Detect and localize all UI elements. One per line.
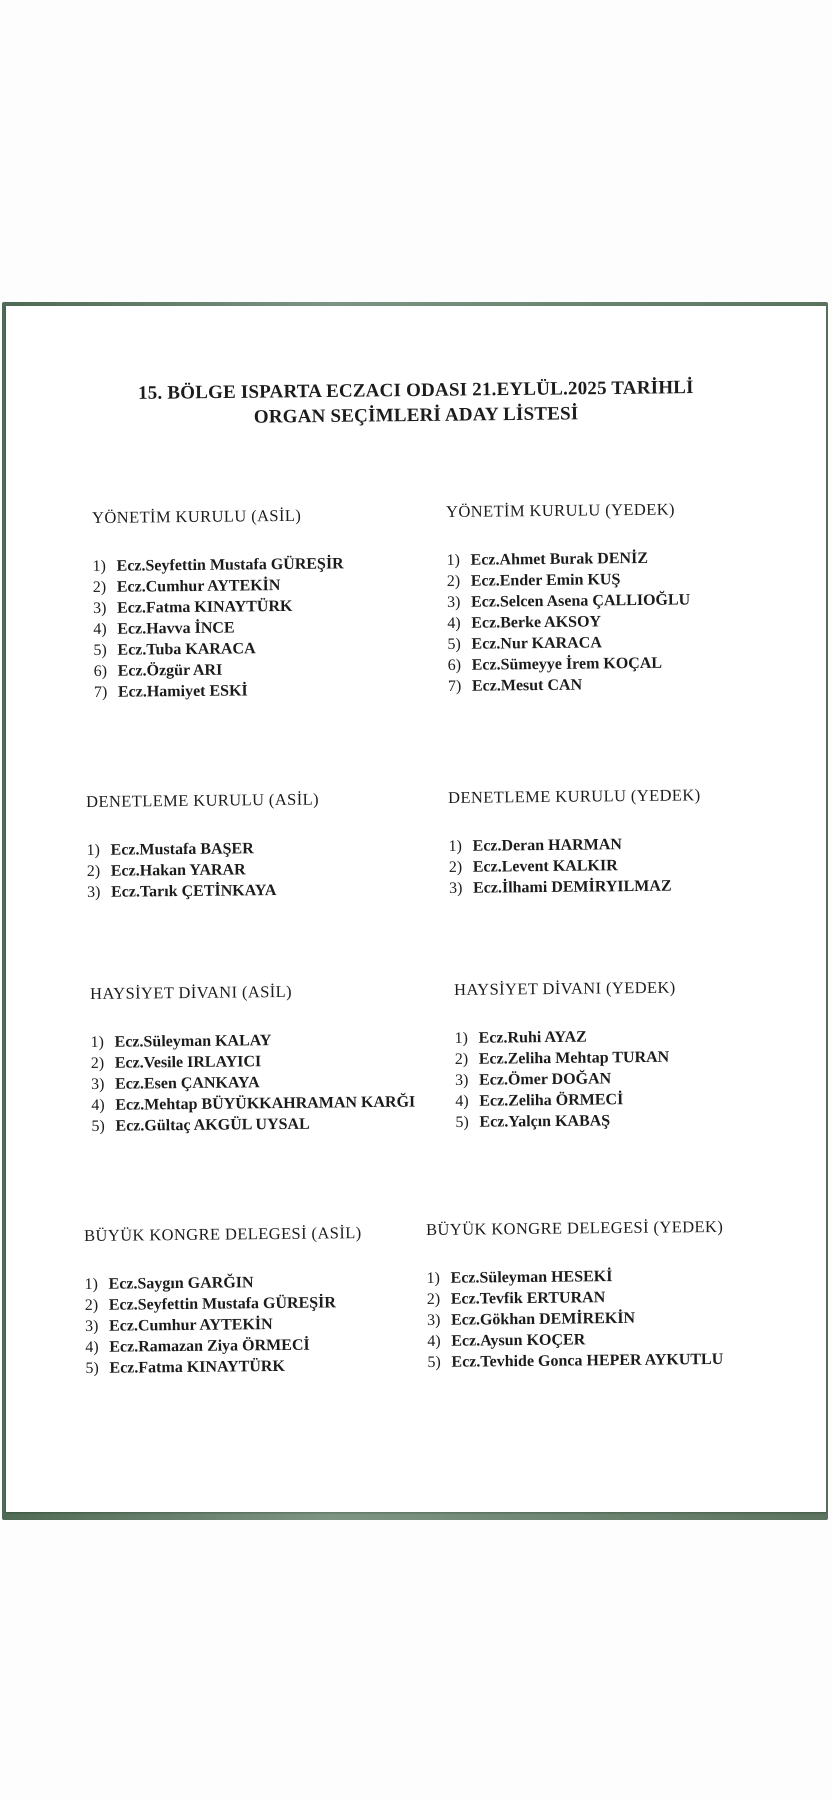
- member-name: Ecz.Gültaç AKGÜL UYSAL: [115, 1115, 310, 1135]
- member-number: 5): [447, 635, 461, 653]
- member-list: [87, 836, 478, 903]
- member-number: 1): [90, 1033, 105, 1051]
- section-buyuk-kongre-delegesi-asil: [84, 1222, 476, 1379]
- member-list: [455, 1024, 832, 1133]
- member-number: 4): [447, 614, 461, 632]
- member-name: Ecz.Cumhur AYTEKİN: [108, 1316, 273, 1335]
- member-list: [91, 1028, 482, 1137]
- member-number: 3): [84, 1317, 99, 1335]
- member-list: [93, 552, 485, 703]
- member-number: 3): [90, 1075, 105, 1093]
- member-name: Ecz.Ruhi AYAZ: [478, 1028, 587, 1047]
- section-heading: HAYSİYET DİVANI (ASİL): [90, 981, 293, 1003]
- member-name: Ecz.Ahmet Burak DENİZ: [470, 549, 649, 569]
- member-name: Ecz.Zeliha ÖRMECİ: [479, 1091, 624, 1110]
- member-name: Ecz.Tevhide Gonca HEPER AYKUTLU: [451, 1350, 724, 1371]
- member-number: 5): [93, 641, 107, 659]
- member-name: Ecz.Levent KALKIR: [472, 857, 618, 876]
- member-item: [448, 672, 832, 697]
- section-denetleme-kurulu-yedek: [448, 784, 832, 899]
- member-name: Ecz.Ender Emin KUŞ: [470, 571, 621, 590]
- member-number: 2): [454, 1050, 469, 1068]
- member-name: Ecz.Yalçın KABAŞ: [479, 1112, 611, 1131]
- member-name: Ecz.Hakan YARAR: [110, 861, 246, 880]
- member-name: Ecz.Süleyman HESEKİ: [450, 1268, 613, 1287]
- member-number: 5): [427, 1353, 441, 1371]
- member-name: Ecz.Berke AKSOY: [471, 613, 602, 632]
- member-name: Ecz.Aysun KOÇER: [451, 1331, 586, 1350]
- member-number: 1): [86, 841, 101, 859]
- member-item: [455, 1108, 832, 1133]
- section-heading: YÖNETİM KURULU (YEDEK): [446, 499, 675, 521]
- member-item: [87, 878, 477, 903]
- member-number: 4): [427, 1332, 441, 1350]
- section-heading: DENETLEME KURULU (ASİL): [86, 789, 320, 811]
- section-heading: BÜYÜK KONGRE DELEGESİ (ASİL): [84, 1223, 362, 1245]
- member-name: Ecz.Sümeyye İrem KOÇAL: [471, 654, 663, 674]
- member-name: Ecz.Mehtap BÜYÜKKAHRAMAN KARĞI: [115, 1093, 416, 1114]
- member-name: Ecz.Mustafa BAŞER: [110, 840, 254, 859]
- member-name: Ecz.Nur KARACA: [471, 634, 602, 653]
- title-line-1: 15. BÖLGE ISPARTA ECZACI ODASI 21.EYLÜL.2025 TARİHLİ: [137, 377, 694, 404]
- member-number: 5): [455, 1113, 469, 1131]
- member-name: Ecz.Seyfettin Mustafa GÜREŞİR: [116, 555, 344, 575]
- section-buyuk-kongre-delegesi-yedek: [426, 1216, 818, 1373]
- member-number: 6): [447, 656, 462, 674]
- member-name: Ecz.Cumhur AYTEKİN: [116, 577, 281, 596]
- document-title: [6, 374, 826, 433]
- member-number: 7): [93, 683, 108, 701]
- section-heading: BÜYÜK KONGRE DELEGESİ (YEDEK): [426, 1216, 724, 1239]
- member-item: [427, 1348, 817, 1373]
- section-haysiyet-divani-yedek: [454, 976, 832, 1133]
- member-name: Ecz.Selcen Asena ÇALLIOĞLU: [470, 591, 691, 611]
- member-name: Ecz.Vesile IRLAYICI: [114, 1053, 262, 1072]
- document-sheet: [6, 306, 826, 1512]
- member-list: [427, 1264, 818, 1373]
- member-number: 2): [448, 858, 463, 876]
- member-name: Ecz.Saygın GARĞIN: [108, 1274, 254, 1293]
- member-number: 1): [446, 551, 461, 569]
- section-heading: HAYSİYET DİVANI (YEDEK): [454, 977, 676, 999]
- member-name: Ecz.Tuba KARACA: [117, 640, 256, 659]
- member-number: 2): [446, 572, 461, 590]
- member-number: 1): [454, 1029, 469, 1047]
- member-item: [85, 1354, 475, 1379]
- member-name: Ecz.Hamiyet ESKİ: [117, 682, 248, 701]
- member-name: Ecz.Deran HARMAN: [472, 836, 622, 855]
- member-item: [94, 678, 484, 703]
- member-number: 7): [447, 677, 462, 695]
- member-name: Ecz.Ramazan Ziya ÖRMECİ: [109, 1336, 310, 1356]
- member-number: 1): [426, 1269, 441, 1287]
- section-heading: YÖNETİM KURULU (ASİL): [92, 505, 302, 527]
- member-number: 5): [85, 1359, 99, 1377]
- member-name: Ecz.İlhami DEMİRYILMAZ: [472, 877, 672, 897]
- member-name: Ecz.Özgür ARI: [117, 661, 223, 680]
- member-name: Ecz.Havva İNCE: [117, 619, 235, 638]
- member-number: 2): [426, 1290, 441, 1308]
- section-yonetim-kurulu-asil: [92, 504, 484, 703]
- member-number: 1): [448, 837, 463, 855]
- member-name: Ecz.Tarık ÇETİNKAYA: [110, 882, 277, 901]
- member-number: 2): [92, 578, 107, 596]
- member-name: Ecz.Seyfettin Mustafa GÜREŞİR: [108, 1294, 337, 1314]
- member-name: Ecz.Süleyman KALAY: [114, 1032, 272, 1051]
- member-number: 3): [426, 1311, 441, 1329]
- member-number: 2): [84, 1296, 99, 1314]
- member-name: Ecz.Fatma KINAYTÜRK: [116, 597, 293, 617]
- section-heading: DENETLEME KURULU (YEDEK): [448, 785, 701, 807]
- member-number: 3): [454, 1071, 469, 1089]
- member-item: [91, 1112, 481, 1137]
- member-number: 3): [446, 593, 461, 611]
- member-number: 1): [92, 557, 107, 575]
- member-name: Ecz.Esen ÇANKAYA: [114, 1074, 260, 1093]
- section-haysiyet-divani-asil: [90, 980, 482, 1137]
- member-number: 4): [85, 1338, 99, 1356]
- member-name: Ecz.Zeliha Mehtap TURAN: [478, 1048, 670, 1068]
- member-number: 6): [93, 662, 108, 680]
- member-number: 3): [448, 879, 463, 897]
- member-list: [85, 1270, 476, 1379]
- title-line-2: ORGAN SEÇİMLERİ ADAY LİSTESİ: [253, 403, 579, 428]
- member-number: 4): [91, 1096, 105, 1114]
- member-name: Ecz.Gökhan DEMİREKİN: [450, 1309, 636, 1329]
- member-name: Ecz.Fatma KINAYTÜRK: [109, 1357, 285, 1377]
- member-number: 3): [86, 883, 101, 901]
- member-name: Ecz.Mesut CAN: [471, 676, 583, 695]
- member-number: 5): [91, 1117, 105, 1135]
- member-number: 3): [92, 599, 107, 617]
- member-name: Ecz.Tevfik ERTURAN: [450, 1289, 606, 1308]
- member-list: [447, 546, 832, 697]
- member-name: Ecz.Ömer DOĞAN: [478, 1070, 612, 1089]
- section-denetleme-kurulu-asil: [86, 788, 477, 903]
- member-item: [449, 874, 832, 899]
- member-list: [449, 832, 832, 899]
- member-number: 4): [455, 1092, 469, 1110]
- section-yonetim-kurulu-yedek: [446, 498, 832, 697]
- member-number: 2): [90, 1054, 105, 1072]
- member-number: 4): [93, 620, 107, 638]
- member-number: 1): [84, 1275, 99, 1293]
- member-number: 2): [86, 862, 101, 880]
